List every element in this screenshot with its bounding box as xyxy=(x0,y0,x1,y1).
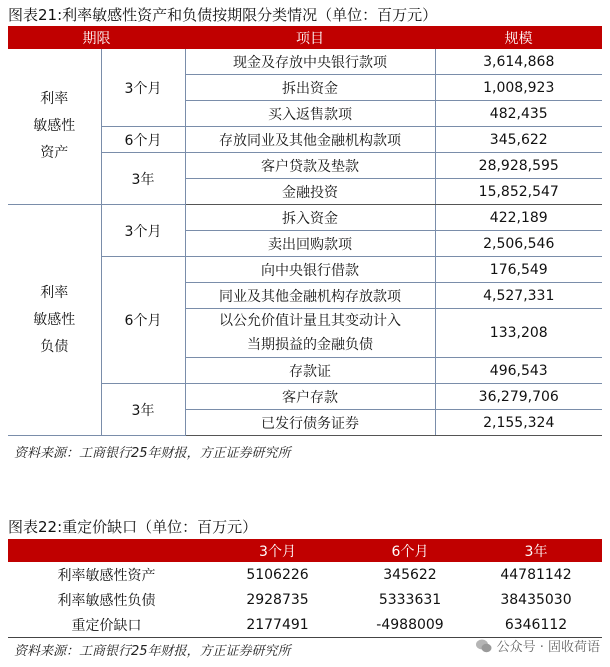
item-cell: 买入返售款项 xyxy=(185,101,435,127)
table-row xyxy=(8,205,602,231)
value-cell: 496,543 xyxy=(435,358,602,384)
header-cell: 3个月 xyxy=(205,539,350,562)
value-cell: 345,622 xyxy=(435,127,602,153)
value-cell: 38435030 xyxy=(500,591,572,608)
value-cell: 28,928,595 xyxy=(435,153,602,179)
table1-source-note: 资料来源：工商银行25年财报，方正证券研究所 xyxy=(14,446,291,461)
wechat-icon xyxy=(475,637,493,655)
item-cell: 同业及其他金融机构存放款项 xyxy=(185,283,435,309)
value-cell: 15,852,547 xyxy=(435,179,602,205)
value-cell: -4988009 xyxy=(350,612,470,638)
item-cell: 存款证 xyxy=(185,358,435,384)
row-label-cell: 利率敏感性资产 xyxy=(57,567,156,584)
item-cell: 存放同业及其他金融机构款项 xyxy=(185,127,435,153)
value-cell: 36,279,706 xyxy=(435,384,602,410)
item-cell: 金融投资 xyxy=(185,179,435,205)
period-cell: 3个月 xyxy=(101,205,185,257)
value-cell: 5106226 xyxy=(246,566,309,583)
table2-title: 图表22:重定价缺口（单位：百万元） xyxy=(8,518,258,536)
header-cell: 期限 xyxy=(8,26,185,49)
value-cell: 1,008,923 xyxy=(435,75,602,101)
item-cell: 卖出回购款项 xyxy=(185,231,435,257)
table-row xyxy=(8,562,602,587)
value-cell: 2,155,324 xyxy=(435,410,602,436)
repricing-gap-table xyxy=(8,539,602,638)
value-cell: 422,189 xyxy=(435,205,602,231)
table2-source-note: 资料来源：工商银行25年财报，方正证券研究所 xyxy=(14,644,291,659)
value-cell: 44781142 xyxy=(500,566,572,583)
value-cell: 345622 xyxy=(383,566,437,583)
value-cell: 2177491 xyxy=(205,612,350,638)
value-cell: 2,506,546 xyxy=(435,231,602,257)
interest-rate-sensitivity-table xyxy=(8,26,602,436)
table1-title: 图表21:利率敏感性资产和负债按期限分类情况（单位：百万元） xyxy=(8,6,438,24)
period-cell: 3年 xyxy=(101,384,185,436)
table1-header-row xyxy=(8,26,602,49)
header-cell: 6个月 xyxy=(350,539,470,562)
value-cell: 6346112 xyxy=(470,612,602,638)
value-cell: 133,208 xyxy=(435,309,602,358)
value-cell: 5333631 xyxy=(378,591,442,608)
item-cell: 拆出资金 xyxy=(185,75,435,101)
row-label-cell: 利率敏感性负债 xyxy=(57,592,156,609)
category-cell: 利率 敏感性 资产 xyxy=(8,49,101,205)
value-cell: 2928735 xyxy=(246,591,309,608)
table2-header-row xyxy=(8,539,602,562)
value-cell: 176,549 xyxy=(435,257,602,283)
period-cell: 6个月 xyxy=(101,127,185,153)
item-cell: 向中央银行借款 xyxy=(185,257,435,283)
period-cell: 3个月 xyxy=(101,49,185,127)
period-cell: 3年 xyxy=(101,153,185,205)
value-cell: 3,614,868 xyxy=(435,49,602,75)
row-label-cell: 重定价缺口 xyxy=(8,612,205,638)
watermark xyxy=(475,636,600,655)
item-cell: 已发行债务证券 xyxy=(185,410,435,436)
value-cell: 482,435 xyxy=(435,101,602,127)
table-row xyxy=(8,587,602,612)
value-cell: 4,527,331 xyxy=(435,283,602,309)
table-row xyxy=(8,49,602,75)
item-cell: 客户存款 xyxy=(185,384,435,410)
item-cell: 拆入资金 xyxy=(185,205,435,231)
header-cell: 3年 xyxy=(470,539,602,562)
category-cell: 利率 敏感性 负债 xyxy=(8,205,101,436)
item-cell: 客户贷款及垫款 xyxy=(185,153,435,179)
header-cell xyxy=(8,539,205,562)
table-row xyxy=(8,612,602,638)
header-cell: 项目 xyxy=(185,26,435,49)
period-cell: 6个月 xyxy=(101,257,185,384)
item-cell: 现金及存放中央银行款项 xyxy=(185,49,435,75)
watermark-text: 公众号 · 固收荷语 xyxy=(496,640,600,655)
header-cell: 规模 xyxy=(435,26,602,49)
item-cell: 以公允价值计量且其变动计入 当期损益的金融负债 xyxy=(185,309,435,358)
